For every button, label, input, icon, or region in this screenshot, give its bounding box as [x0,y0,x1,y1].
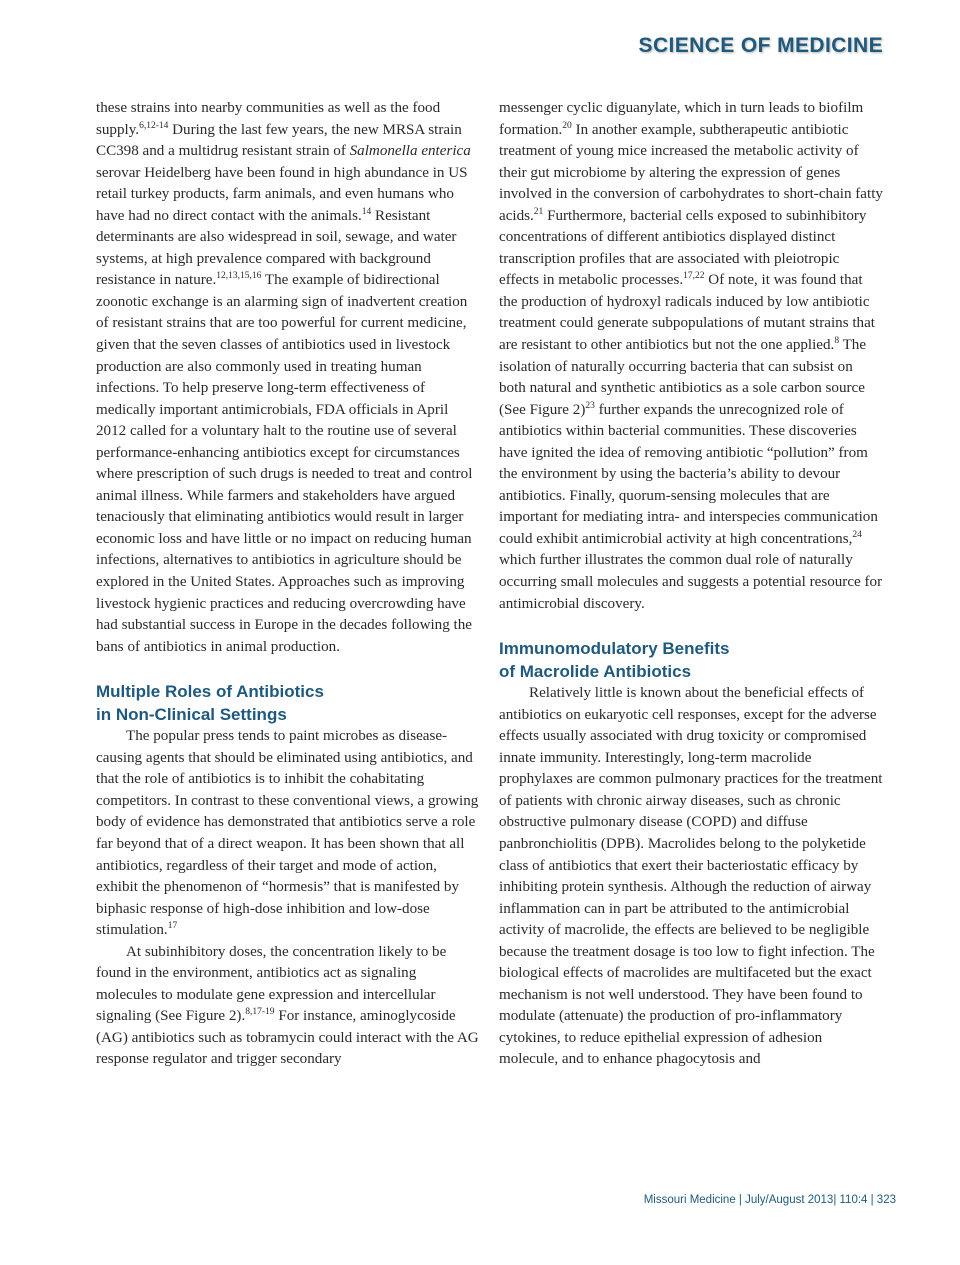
paragraph-hormesis: The popular press tends to paint microbes as disease-causing agents that should be eliminated using antibiotics, and that the role of antibiotics is to inhibit the cohabitating competitors. In contrast to these conventional views, a growing body of evidence has demonstrated that antibiotics serve a role far beyond that of a direct weapon. It has been shown that all antibiotics, regardless of their target and mode of action, exhibit the phenomenon of “hormesis” that is manifested by biphasic response of high-dose inhibition and low-dose stimulation.$^{17}$ [96,728,479,939]
heading-immunomodulatory: Immunomodulatory Benefits of Macrolide Antibiotics [499,639,730,682]
paragraph-macrolide-effects: Relatively little is known about the beneficial effects of antibiotics on eukaryotic cell responses, except for the adverse effects usually associated with drug toxicity or compromised innate immunity. Interestingly, long-term macrolide prophylaxes are common pulmonary practices for the treatment of patients with chronic airway diseases, such as chronic obstructive pulmonary disease (COPD) and diffuse panbronchiolitis (DPB). Macrolides belong to the polyketide class of antibiotics that exert their bacteriostatic efficacy by inhibiting protein synthesis. Although the reduction of airway inflammation can in part be attributed to the antimicrobial activity of macrolide, the effects are believed to be negligible because the treatment dosage is too low to fight infection. The biological effects of macrolides are multifaceted but the exact mechanism is not well understood. They have been found to modulate (attenuate) the production of pro-inflammatory cytokines, to reduce epithelial expression of adhesion molecule, and to enhance phagocytosis and [499,685,883,1068]
heading-multiple-roles: Multiple Roles of Antibiotics in Non-Clinical Settings [96,682,324,725]
paragraph-zoonotic-resistance: these strains into nearby communities as well as the food supply.$^{6,12-14}$ During the last few years, the new MRSA strain CC398 and a multidrug resistant strain of Salmonella enterica serovar Heidelberg have been found in high abundance in US retail turkey products, farm animals, and even humans who have had no direct contact with the animals.$^{14}$ Resistant determinants are also widespread in soil, sewage, and water systems, at high prevalence compared with background resistance in nature.$^{12,13,15,16}$ The example of bidirectional zoonotic exchange is an alarming sign of inadvertent creation of resistant strains that are too powerful for current medicine, given that the seven classes of antibiotics used in livestock production are also commonly used in treating human infections. To help preserve long-term effectiveness of medically important antimicrobials, FDA officials in April 2012 called for a voluntary halt to the routine use of several performance-enhancing antibiotics except for circumstances where prescription of such drugs is needed to treat and control animal illness. While farmers and stakeholders have argued tenaciously that eliminating antibiotics would result in larger economic loss and have little or no impact on reducing human infections, alternatives to antibiotics in agriculture should be explored in the United States. Approaches such as improving livestock hygienic practices and reducing overcrowding have had substantial success in Europe in the decades following the bans of antibiotics in animal production. [96,100,473,655]
paragraph-signaling-effects: messenger cyclic diguanylate, which in turn leads to biofilm formation.$^{20}$ In another example, subtherapeutic antibiotic treatment of young mice increased the metabolic activity of their gut microbiome by altering the expression of genes involved in the conversion of carbohydrates to short-chain fatty acids.$^{21}$ Furthermore, bacterial cells exposed to subinhibitory concentrations of different antibiotics displayed distinct transcription profiles that are associated with pleiotropic effects in metabolic processes.$^{17,22}$ Of note, it was found that the production of hydroxyl radicals induced by low antibiotic treatment could generate subpopulations of mutant strains that are resistant to other antibiotics but not the one applied.$^8$ The isolation of naturally occurring bacteria that can subsist on both natural and synthetic antibiotics as a sole carbon source (See Figure 2)$^{23}$ further expands the unrecognized role of antibiotics within bacterial communities. These discoveries have ignited the idea of removing antibiotic “pollution” from the environment by using the bacteria’s ability to devour antibiotics. Finally, quorum-sensing molecules that are important for mediating intra- and interspecies communication could exhibit antimicrobial activity at high concentrations,$^{24}$ which further illustrates the common dual role of naturally occurring small molecules and suggests a potential resource for antimicrobial discovery. [499,100,883,612]
right-column [499,98,883,1071]
footer-citation: Missouri Medicine | July/August 2013| 110:4 | 323 [643,1194,896,1206]
left-column [96,98,480,1071]
species-name: Salmonella enterica [349,143,471,160]
section-title: SCIENCE OF MEDICINE [638,34,883,57]
paragraph-subinhibitory-doses: At subinhibitory doses, the concentration likely to be found in the environment, antibiotics act as signaling molecules to modulate gene expression and intercellular signaling (See Figure 2).$^{8,17-19}$ For instance, aminoglycoside (AG) antibiotics such as tobramycin could interact with the AG response regulator and trigger secondary [96,943,479,1068]
